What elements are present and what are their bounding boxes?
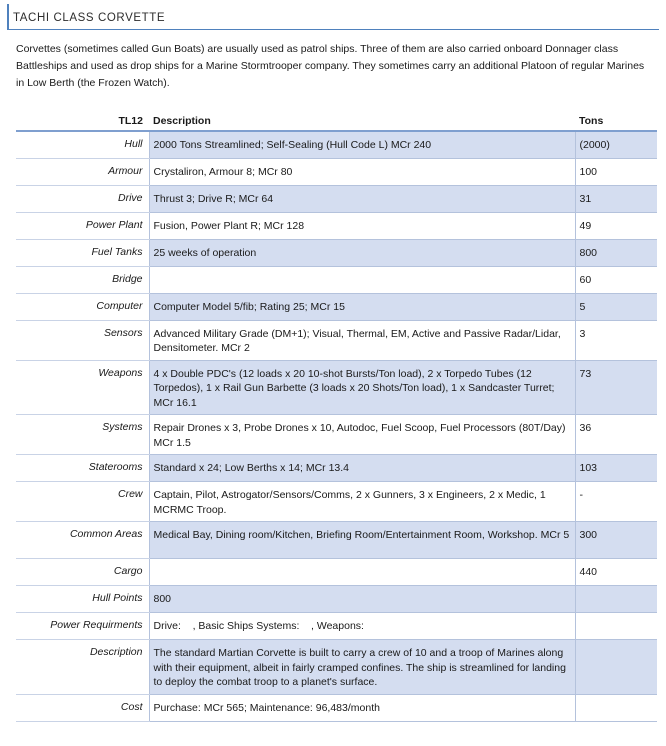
header-tl: TL12: [16, 113, 149, 131]
row-label: Power Requirments: [16, 613, 149, 640]
row-crew: [16, 482, 657, 522]
row-label: Drive: [16, 185, 149, 212]
row-tons: 73: [575, 360, 657, 415]
row-description: Captain, Pilot, Astrogator/Sensors/Comms, 2 x Gunners, 3 x Engineers, 2 x Medic, 1 MCRMC Troop.: [149, 482, 575, 522]
row-description: Computer Model 5/fib; Rating 25; MCr 15: [149, 293, 575, 320]
row-tons: [575, 640, 657, 695]
row-label: Description: [16, 640, 149, 695]
row-label: Hull Points: [16, 586, 149, 613]
row-label: Armour: [16, 158, 149, 185]
row-description: Medical Bay, Dining room/Kitchen, Briefing Room/Entertainment Room, Workshop. MCr 5: [149, 522, 575, 559]
row-systems: [16, 415, 657, 455]
row-common-areas: [16, 522, 657, 559]
row-staterooms: [16, 455, 657, 482]
row-tons: 31: [575, 185, 657, 212]
row-tons: 5: [575, 293, 657, 320]
row-bridge: [16, 266, 657, 293]
row-cargo: [16, 559, 657, 586]
row-power-plant: [16, 212, 657, 239]
row-label: Systems: [16, 415, 149, 455]
row-tons: (2000): [575, 131, 657, 158]
row-description: 25 weeks of operation: [149, 239, 575, 266]
row-description: Fusion, Power Plant R; MCr 128: [149, 212, 575, 239]
row-drive: [16, 185, 657, 212]
row-tons: 103: [575, 455, 657, 482]
row-hull: [16, 131, 657, 158]
row-description: Thrust 3; Drive R; MCr 64: [149, 185, 575, 212]
header-description: Description: [149, 113, 575, 131]
row-description: 4 x Double PDC's (12 loads x 20 10-shot Bursts/Ton load), 2 x Torpedo Tubes (12 Torpedos), 1 x Rail Gun Barbette (3 loads x 20 Shots/Ton load), 1 x Sandcaster Turret; MCr 16.1: [149, 360, 575, 415]
row-tons: 3: [575, 320, 657, 360]
row-armour: [16, 158, 657, 185]
row-tons: 36: [575, 415, 657, 455]
header-tons: Tons: [575, 113, 657, 131]
row-description: Crystaliron, Armour 8; MCr 80: [149, 158, 575, 185]
row-description: Purchase: MCr 565; Maintenance: 96,483/month: [149, 694, 575, 721]
row-cost: [16, 694, 657, 721]
row-label: Sensors: [16, 320, 149, 360]
row-label: Fuel Tanks: [16, 239, 149, 266]
page-title: TACHI CLASS CORVETTE: [13, 12, 166, 24]
intro-paragraph: Corvettes (sometimes called Gun Boats) are usually used as patrol ships. Three of them are also carried onboard Donnager class Battleships and used as drop ships for a Marine Stormtrooper company. They sometimes carry an additional Platoon of regular Marines in Low Berth (the Frozen Watch).: [16, 43, 645, 89]
row-tons: 100: [575, 158, 657, 185]
row-tons: 440: [575, 559, 657, 586]
row-fuel-tanks: [16, 239, 657, 266]
row-tons: 60: [575, 266, 657, 293]
ship-spec-table: [16, 113, 657, 722]
row-description: Drive: , Basic Ships Systems: , Weapons:: [149, 613, 575, 640]
row-description: Standard x 24; Low Berths x 14; MCr 13.4: [149, 455, 575, 482]
row-tons: 800: [575, 239, 657, 266]
row-power-requirements: [16, 613, 657, 640]
row-description: 800: [149, 586, 575, 613]
row-tons: [575, 586, 657, 613]
row-tons: -: [575, 482, 657, 522]
row-description: [149, 559, 575, 586]
row-sensors: [16, 320, 657, 360]
row-description: The standard Martian Corvette is built to carry a crew of 10 and a troop of Marines along with their equipment, albeit in fairly cramped confines. The ship is streamlined for landing to deploy the combat troop to a planet's surface.: [149, 640, 575, 695]
row-label: Weapons: [16, 360, 149, 415]
row-description: Repair Drones x 3, Probe Drones x 10, Autodoc, Fuel Scoop, Fuel Processors (80T/Day) MCr 1.5: [149, 415, 575, 455]
row-hull-points: [16, 586, 657, 613]
row-label: Bridge: [16, 266, 149, 293]
table-header-row: [16, 113, 657, 131]
row-weapons: [16, 360, 657, 415]
row-label: Crew: [16, 482, 149, 522]
row-description: [16, 640, 657, 695]
row-label: Computer: [16, 293, 149, 320]
row-tons: 49: [575, 212, 657, 239]
row-tons: [575, 694, 657, 721]
row-label: Hull: [16, 131, 149, 158]
row-tons: [575, 613, 657, 640]
row-description: Advanced Military Grade (DM+1); Visual, Thermal, EM, Active and Passive Radar/Lidar, Densitometer. MCr 2: [149, 320, 575, 360]
row-label: Power Plant: [16, 212, 149, 239]
row-description: [149, 266, 575, 293]
row-label: Staterooms: [16, 455, 149, 482]
row-label: Cargo: [16, 559, 149, 586]
row-description: 2000 Tons Streamlined; Self-Sealing (Hull Code L) MCr 240: [149, 131, 575, 158]
row-label: Cost: [16, 694, 149, 721]
row-label: Common Areas: [16, 522, 149, 559]
row-tons: 300: [575, 522, 657, 559]
row-computer: [16, 293, 657, 320]
